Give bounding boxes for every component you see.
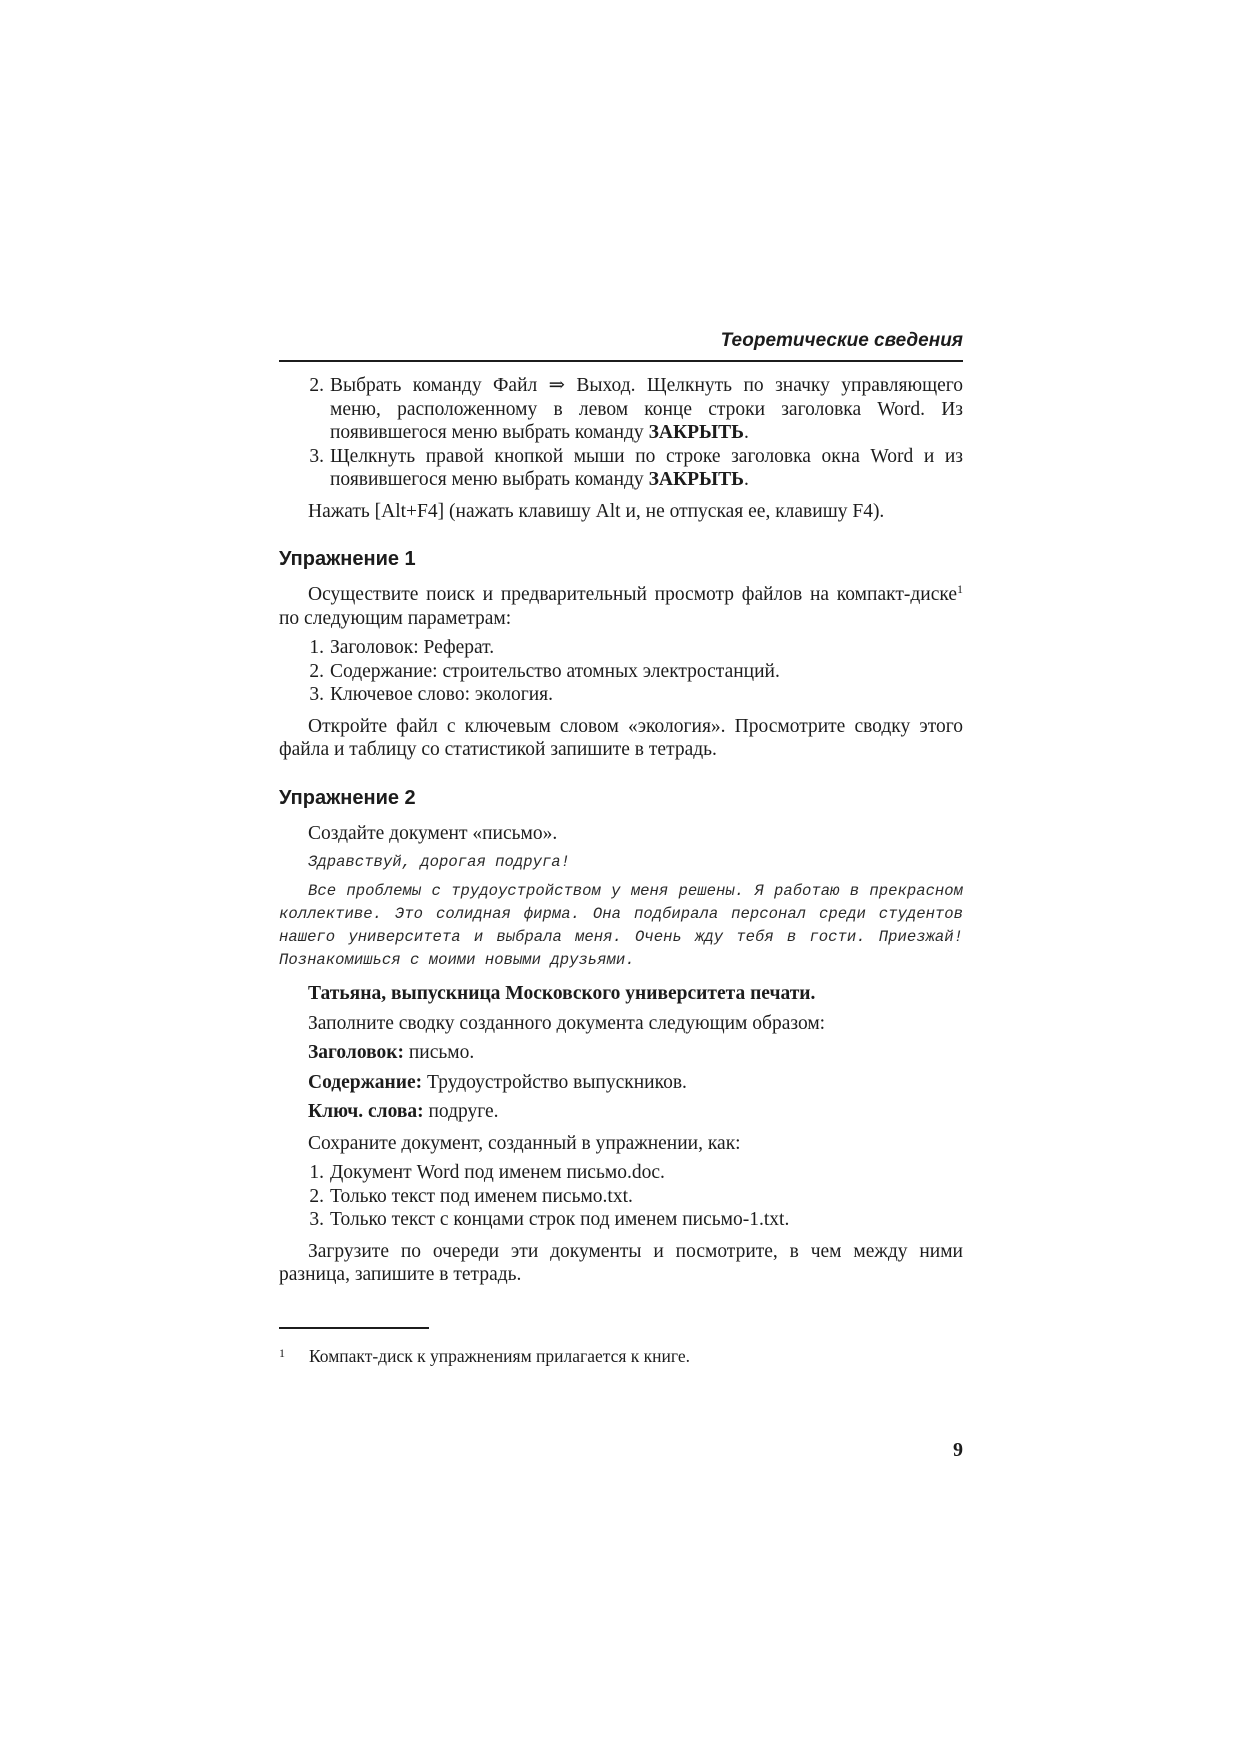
list-text-b: . bbox=[744, 422, 749, 443]
summary-field bbox=[279, 1071, 963, 1095]
list-text: Документ Word под именем письмо.doc. bbox=[330, 1162, 665, 1183]
field-value: Трудоустройство выпускников. bbox=[422, 1071, 687, 1093]
page-number: 9 bbox=[953, 1439, 963, 1461]
field-value: подруге. bbox=[423, 1101, 499, 1122]
fill-summary-paragraph: Заполните сводку созданного документа следующим образом: bbox=[308, 1012, 826, 1034]
field-value: письмо. bbox=[404, 1042, 475, 1063]
list-item bbox=[279, 1208, 963, 1232]
summary-field bbox=[279, 1041, 963, 1065]
alt-f4-paragraph: Нажать [Alt+F4] (нажать клавишу Alt и, не отпуская ее, клавишу F4). bbox=[308, 500, 885, 522]
save-intro-paragraph: Сохраните документ, созданный в упражнении, как: bbox=[308, 1132, 741, 1154]
letter-signature bbox=[279, 982, 963, 1006]
list-text-bold: ЗАКРЫТЬ bbox=[648, 422, 745, 443]
list-number: 2. bbox=[309, 1185, 324, 1207]
footnote-reference: 1 bbox=[957, 582, 963, 596]
list-text: Только текст под именем письмо.txt. bbox=[330, 1185, 633, 1207]
list-item bbox=[279, 683, 963, 707]
field-label: Ключ. слова: bbox=[308, 1101, 424, 1122]
list-text: Только текст с концами строк под именем письмо-1.txt. bbox=[330, 1209, 790, 1230]
list-text: Содержание: строительство атомных электростанций. bbox=[330, 660, 780, 682]
final-paragraph: Загрузите по очереди эти документы и посмотрите, в чем между ними разница, запишите в тетрадь. bbox=[279, 1240, 963, 1285]
list-item bbox=[279, 1161, 963, 1185]
exercise-1-heading: Упражнение 1 bbox=[279, 548, 416, 570]
footnote bbox=[279, 1345, 963, 1367]
list-number: 1. bbox=[309, 1162, 324, 1183]
footnote-text: Компакт-диск к упражнениям прилагается к книге. bbox=[309, 1345, 690, 1366]
list-text: Заголовок: Реферат. bbox=[330, 637, 495, 658]
list-text-b: . bbox=[744, 469, 749, 490]
exercise-1-outro: Откройте файл с ключевым словом «экология». Просмотрите сводку этого файла и таблицу со статистикой запишите в тетрадь. bbox=[279, 715, 963, 760]
field-label: Содержание: bbox=[308, 1071, 423, 1093]
create-document-paragraph: Создайте документ «письмо». bbox=[308, 822, 558, 844]
footnote-mark: 1 bbox=[279, 1345, 285, 1360]
page-body bbox=[279, 328, 963, 1461]
summary-field bbox=[279, 1100, 963, 1124]
exercise-2-heading: Упражнение 2 bbox=[279, 786, 416, 809]
intro-text-b: по следующим параметрам: bbox=[279, 607, 512, 629]
letter-body: Все проблемы с трудоустройством у меня решены. Я работаю в прекрасном коллективе. Это солидная фирма. Она подбирала персонал среди студентов нашего университета и выбрала меня. Очень жду тебя в гости. Приезжай! Познакомишься с моими новыми друзьями. bbox=[279, 882, 963, 969]
list-number: 3. bbox=[309, 684, 324, 705]
list-item bbox=[279, 1185, 963, 1209]
list-text-bold: ЗАКРЫТЬ bbox=[648, 469, 745, 490]
list-item bbox=[279, 374, 963, 445]
list-number: 3. bbox=[309, 445, 324, 467]
list-number: 2. bbox=[309, 375, 324, 396]
letter-greeting: Здравствуй, дорогая подруга! bbox=[308, 853, 571, 871]
list-item bbox=[279, 636, 963, 660]
list-number: 2. bbox=[309, 660, 324, 682]
signature-text: Татьяна, выпускница Московского университета печати. bbox=[308, 983, 816, 1004]
list-number: 1. bbox=[309, 637, 324, 658]
list-text: Ключевое слово: экология. bbox=[330, 684, 553, 705]
list-text bbox=[330, 374, 963, 445]
list-text-a: Щелкнуть правой кнопкой мыши по строке заголовка окна Word и из появившегося меню выбрать команду bbox=[330, 445, 963, 490]
intro-text-a: Осуществите поиск и предварительный просмотр файлов на компакт-диске bbox=[308, 584, 957, 605]
header-rule bbox=[279, 360, 963, 362]
list-text bbox=[330, 445, 963, 492]
footnote-rule bbox=[279, 1327, 429, 1329]
list-number: 3. bbox=[309, 1209, 324, 1230]
running-head: Теоретические сведения bbox=[720, 330, 963, 351]
list-text-a: Выбрать команду Файл ⇒ Выход. Щелкнуть по значку управляющего меню, расположенному в левом конце строки заголовка Word. Из появившегося меню выбрать команду bbox=[330, 375, 963, 443]
field-label: Заголовок: bbox=[308, 1042, 404, 1063]
exercise-1-intro bbox=[279, 583, 963, 630]
list-item bbox=[279, 660, 963, 684]
list-item bbox=[279, 445, 963, 492]
